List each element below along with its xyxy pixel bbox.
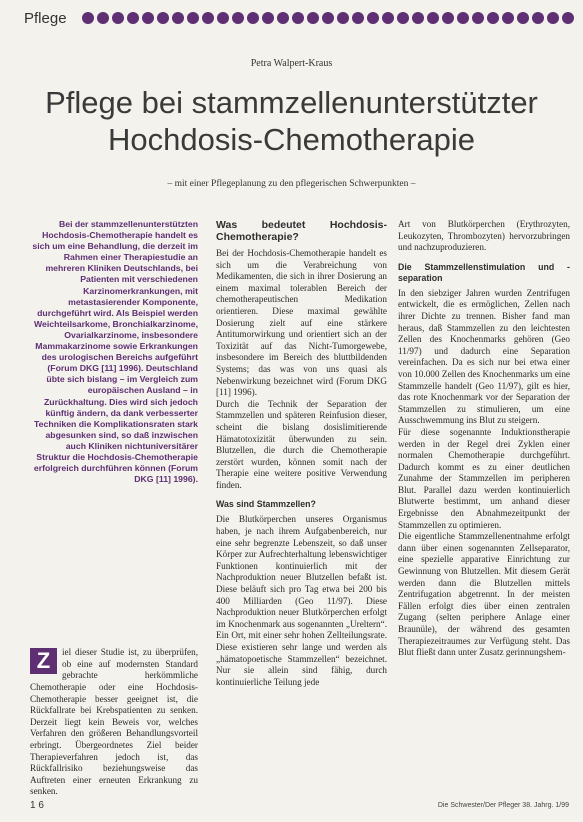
page-number: 1 6 — [30, 800, 44, 811]
decorative-dot — [97, 12, 109, 24]
column-left — [30, 219, 198, 798]
decorative-dot — [412, 12, 424, 24]
intro-block — [30, 647, 198, 798]
decorative-dot — [217, 12, 229, 24]
decorative-dot — [487, 12, 499, 24]
decorative-dot — [457, 12, 469, 24]
decorative-dot — [517, 12, 529, 24]
intro-paragraph: iel dieser Studie ist, zu überprüfen, ob eine auf modernsten Standard gebrachte herkömmliche Chemotherapie oder eine Hochdosis-Chemotherapie besser geeignet ist, die Rückfallrate bei Krebspatienten zu senken. Derzeit liegt kein Beweis vor, welches Verfahren den größeren Behandlungsvorteil erbringt. Übergeordnetes Ziel beider Therapieverfahren jedoch ist, das Rückfallrisiko beziehungsweise das Auftreten einer erneuten Erkrankung zu senken. — [30, 647, 198, 797]
decorative-dot — [337, 12, 349, 24]
decorative-dot — [262, 12, 274, 24]
decorative-dot — [532, 12, 544, 24]
section-heading-hochdosis: Was bedeutet Hochdosis-Chemotherapie? — [216, 219, 387, 243]
decorative-dot — [382, 12, 394, 24]
decorative-dot — [352, 12, 364, 24]
drop-cap: Z — [30, 648, 57, 674]
journal-footer: Die Schwester/Der Pfleger 38. Jahrg. 1/99 — [437, 802, 569, 809]
decorative-dot — [397, 12, 409, 24]
subheading-stimulation: Die Stammzellenstimulation und -separation — [398, 261, 570, 283]
decorative-dot — [547, 12, 559, 24]
page-header — [0, 0, 583, 40]
decorative-dot — [82, 12, 94, 24]
decorative-dot — [172, 12, 184, 24]
decorative-dot — [202, 12, 214, 24]
decorative-dot — [562, 12, 574, 24]
decorative-dot — [112, 12, 124, 24]
decorative-dot — [472, 12, 484, 24]
decorative-dot — [442, 12, 454, 24]
article-title: Pflege bei stammzellenunterstützter Hochdosis-Chemotherapie — [45, 85, 538, 157]
decorative-dot — [322, 12, 334, 24]
body-paragraph: Die Blutkörperchen unseres Organismus haben, je nach ihrem Aufgabenbereich, nur eine sehr begrenzte Lebenszeit, so daß unser Körper zur Aufrechterhaltung lebenswichtiger Funktionen kontinuierlich mit der Nachproduktion neuer Blutzellen befaßt ist. Diese beläuft sich pro Tag etwa bei 200 bis 400 Milliarden (Geo 11/97). Diese Nachproduktion neuer Blutkörperchen erfolgt im Knochenmark aus sogenannten „Ureltern“. Ein Ort, mit einer sehr hohen Zellteilungsrate. Diese existieren sehr lange und werden als „hämatopoetische Stammzellen“ bezeichnet. Nur sie allein sind fähig, durch kontinuierliche Teilung jede — [216, 514, 387, 687]
article-subtitle: – mit einer Pflegeplanung zu den pflegerischen Schwerpunkten – — [167, 179, 416, 189]
lead-paragraph: Bei der stammzellenunterstützten Hochdosis-Chemotherapie handelt es sich um eine Behandlung, die derzeit im Rahmen einer Therapiestudie an mehreren Kliniken Deutschlands, bei Patienten mit verschiedenen Karzinomerkrankungen, mit metastasierender Komponente, durchgeführt wird. Als Beispiel werden Weichteilsarkome, Bronchialkarzinome, Ovarialkarzinome, insbesondere Mammakarzinome sowie Erkrankungen des urologischen Bereichs aufgeführt (Forum DKG [11] 1996). Deutschland übte sich bislang – im Vergleich zum europäischen Ausland – in Zurückhaltung. Dies wird sich jedoch künftig ändern, da dank verbesserter Techniken die Komplikationsraten stark abgesunken sind, so daß inzwischen auch Kliniken nichtuniversitärer Struktur die Hochdosis-Chemotherapie erfolgreich durchführen können (Forum DKG [11] 1996). — [32, 219, 198, 485]
decorative-dot — [307, 12, 319, 24]
body-paragraph: Für diese sogenannte Induktionstherapie werden in der Regel drei Zyklen einer normalen Chemotherapie durchgeführt. Dadurch kommt es zu einer deutlichen Zunahme der Stammzellen im peripheren Blut. Parallel dazu werden kontinuierlich Blutwerte bestimmt, um anhand dieser Ergebnisse den Abnahmezeitpunkt der Stammzellen zu optimieren. — [398, 426, 570, 530]
decorative-dot — [292, 12, 304, 24]
decorative-dot — [127, 12, 139, 24]
decorative-dot — [502, 12, 514, 24]
decorative-dot — [247, 12, 259, 24]
decorative-dot — [157, 12, 169, 24]
decorative-dot — [187, 12, 199, 24]
body-paragraph: Bei der Hochdosis-Chemotherapie handelt es sich um die Verabreichung von Medikamenten, die sich in ihrer Dosierung an einem maximal tolerablen Bereich der chemotherapeutischen Medikation orientieren. Diese maximal gewählte Dosierung zielt auf eine stärkere Antitumorwirkung und orientiert sich an der Toxizität auf das Nicht-Tumorgewebe, insbesondere im Bereich des bluttbildenden Systems; das was von uns quasi als Nebenwirkung bezeichnet wird (Forum DKG [11] 1996). — [216, 248, 387, 398]
decorative-dot — [367, 12, 379, 24]
decorative-dot — [427, 12, 439, 24]
section-label: Pflege — [24, 10, 67, 27]
decorative-dot — [232, 12, 244, 24]
author-name: Petra Walpert-Kraus — [250, 58, 333, 69]
section-heading-stammzellen: Was sind Stammzellen? — [216, 499, 316, 510]
decorative-dot — [142, 12, 154, 24]
body-paragraph: In den siebziger Jahren wurden Zentrifugen entwickelt, die es ermöglichen, Zellen nach ihrer Dichte zu trennen. Bisher fand man heraus, daß Stammzellen zu den leichtesten Zellen des Knochenmarks gehören (Geo 11/97) und dadurch eine Separation vereinfachen. Da es sich nur bei etwa einer von 10.000 Zellen des Knochenmarks um eine Stammzelle handelt (Geo 11/97), gilt es hier, das rote Knochenmark vor der Separation der Stammzellen zu stimulieren, um eine Ausschwemmung ins Blut zu steigern. — [398, 287, 570, 426]
body-paragraph: Durch die Technik der Separation der Stammzellen und späteren Reinfusion dieser, scheint die bislang dosislimitierende Hämatotoxizität überwunden zu sein. Blutzellen, die durch die Chemotherapie zerstört wurden, können somit nach der Therapie eine weitere positive Verwendung finden. — [216, 398, 387, 490]
decorative-dot-rule — [82, 12, 574, 24]
body-paragraph: Die eigentliche Stammzellenentnahme erfolgt dann über einen sogenannten Zellseparator, eine spezielle apparative Einrichtung zur Gewinnung von Blutzellen. Mit diesem Gerät werden dann die Blutzellen mittels Zentrifugation abgetrennt. In der meisten Fällen erfolgt dies über einen zentralen Zugang (selten periphere Anlage einer Braunüle), der während des gesamten Therapiezeitraumes zur Verfügung steht. Das Blut fließt dann unter Zusatz gerinnungshem- — [398, 531, 570, 658]
body-paragraph: Art von Blutkörperchen (Erythrozyten, Leukozyten, Thrombozyten) hervorzubringen und nachzuproduzieren. — [398, 219, 570, 253]
column-right — [398, 219, 570, 659]
decorative-dot — [277, 12, 289, 24]
column-middle — [216, 219, 387, 688]
